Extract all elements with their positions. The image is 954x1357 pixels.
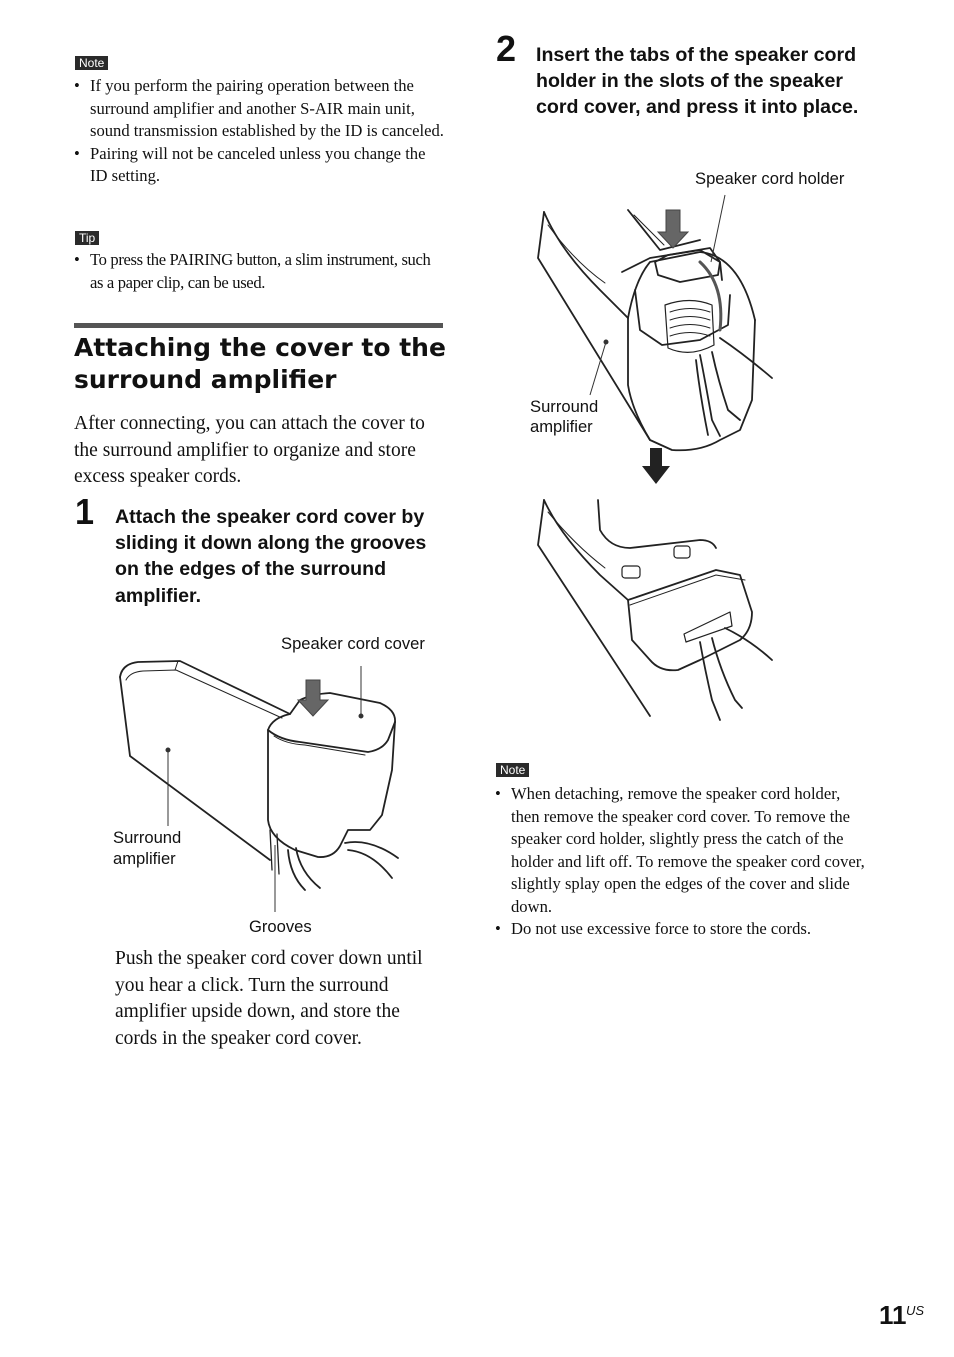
note-badge-2: Note xyxy=(496,763,529,777)
page-number: 11 xyxy=(879,1300,907,1330)
list-item: • Do not use excessive force to store the cords. xyxy=(495,918,865,941)
label-speaker-cord-cover: Speaker cord cover xyxy=(281,634,425,653)
list-item: • To press the PAIRING button, a slim instrument, such as a paper clip, can be used. xyxy=(74,249,446,294)
list-item: • When detaching, remove the speaker cord holder, then remove the speaker cord cover. To remove the speaker cord holder, slightly press the catch of the holder and lift off. To remove the speaker cord cover, slightly splay open the edges of the cover and slide down. xyxy=(495,783,865,918)
label-grooves: Grooves xyxy=(249,917,312,936)
step-1-body: Push the speaker cord cover down until you hear a click. Turn the surround amplifier upside down, and store the cords in the speaker cord cover. xyxy=(115,948,423,1049)
note-badge: Note xyxy=(75,56,108,70)
label-surround-amplifier-1a: Surround xyxy=(113,828,182,847)
step-1-text: Attach the speaker cord cover by sliding it down along the grooves on the edges of the surround amplifier. xyxy=(115,506,427,607)
list-item: • Pairing will not be canceled unless you change the ID setting. xyxy=(74,143,446,188)
list-item: • If you perform the pairing operation between the surround amplifier and another S-AIR main unit, sound transmission established by the ID is canceled. xyxy=(74,75,446,143)
section-title: Attaching the cover to the surround amplifier xyxy=(74,333,446,394)
label-surround-amplifier-2b: amplifier xyxy=(530,417,593,436)
step-2-number: 2 xyxy=(496,28,517,69)
page-suffix: US xyxy=(906,1303,925,1318)
figure-cover-attach xyxy=(100,650,430,890)
step-2-text: Insert the tabs of the speaker cord holder in the slots of the speaker cord cover, and press it into place. xyxy=(536,44,859,119)
section-rule xyxy=(74,323,443,328)
label-surround-amplifier-1b: amplifier xyxy=(113,849,176,868)
section-intro: After connecting, you can attach the cover to the surround amplifier to organize and store excess speaker cords. xyxy=(74,413,425,487)
step-1-number: 1 xyxy=(75,491,95,532)
label-surround-amplifier-2a: Surround xyxy=(530,397,599,416)
note-list xyxy=(74,75,446,188)
figure-holder-insert xyxy=(530,200,790,725)
tip-badge: Tip xyxy=(75,231,99,245)
tip-list xyxy=(74,249,446,294)
note-list-2 xyxy=(495,783,865,941)
label-speaker-cord-holder: Speaker cord holder xyxy=(695,169,845,188)
